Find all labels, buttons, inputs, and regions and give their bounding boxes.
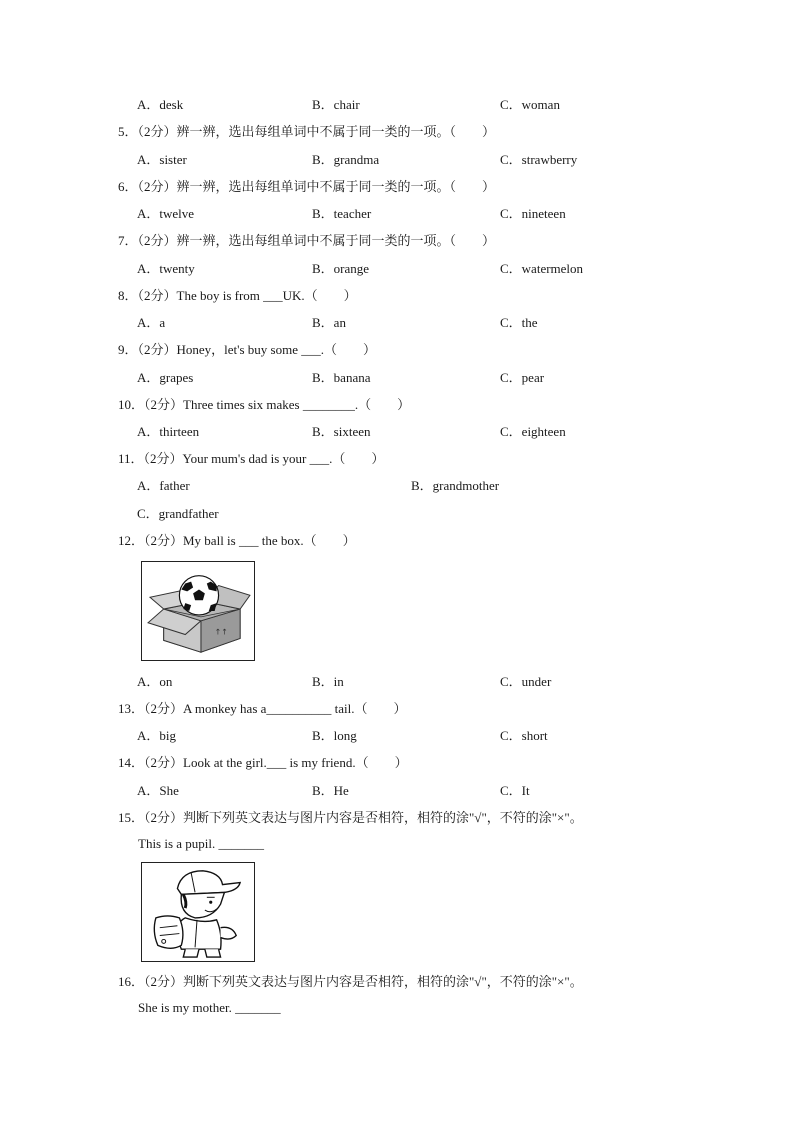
ball-in-box-drawing bbox=[142, 562, 254, 660]
q8-option-b[interactable]: B．an bbox=[312, 315, 346, 330]
q9-stem: 9．（2分）Honey，let's buy some ___.（ ） bbox=[118, 342, 376, 357]
pupil-drawing bbox=[142, 863, 254, 961]
q11-option-c[interactable]: C．grandfather bbox=[137, 506, 219, 521]
q8-option-a[interactable]: A．a bbox=[137, 315, 166, 330]
q11-stem: 11．（2分）Your mum's dad is your ___.（ ） bbox=[118, 451, 385, 466]
q13-stem: 13．（2分）A monkey has a__________ tail.（ ） bbox=[118, 701, 407, 716]
q9-option-c[interactable]: C．pear bbox=[500, 370, 545, 385]
q12-stem: 12．（2分）My ball is ___ the box.（ ） bbox=[118, 533, 356, 548]
q12-option-a[interactable]: A．on bbox=[137, 674, 173, 689]
q14-stem: 14．（2分）Look at the girl.___ is my friend.（ ） bbox=[118, 755, 408, 770]
pupil-image bbox=[141, 862, 255, 962]
q7-option-c[interactable]: C．watermelon bbox=[500, 261, 584, 276]
q13-option-a[interactable]: A．big bbox=[137, 728, 177, 743]
q8-option-c[interactable]: C．the bbox=[500, 315, 538, 330]
q7-option-b[interactable]: B．orange bbox=[312, 261, 370, 276]
q9-option-a[interactable]: A．grapes bbox=[137, 370, 194, 385]
q16-stem: 16．（2分）判断下列英文表达与图片内容是否相符，相符的涂"√"，不符的涂"×"。 bbox=[118, 974, 583, 989]
q10-stem: 10．（2分）Three times six makes ________.（ ） bbox=[118, 397, 411, 412]
q4-option-b[interactable]: B．chair bbox=[312, 97, 360, 112]
q11-option-b[interactable]: B．grandmother bbox=[411, 478, 500, 493]
q7-option-a[interactable]: A．twenty bbox=[137, 261, 195, 276]
q14-option-c[interactable]: C．It bbox=[500, 783, 530, 798]
q5-stem: 5．（2分）辨一辨，选出每组单词中不属于同一类的一项。（ ） bbox=[118, 124, 496, 139]
q12-option-c[interactable]: C．under bbox=[500, 674, 552, 689]
q16-sentence: She is my mother. _______ bbox=[138, 1000, 281, 1015]
q11-option-a[interactable]: A．father bbox=[137, 478, 190, 493]
q4-option-a[interactable]: A．desk bbox=[137, 97, 184, 112]
q10-option-c[interactable]: C．eighteen bbox=[500, 424, 566, 439]
q13-option-c[interactable]: C．short bbox=[500, 728, 548, 743]
svg-text:↑↑: ↑↑ bbox=[214, 627, 228, 637]
q6-option-a[interactable]: A．twelve bbox=[137, 206, 195, 221]
q5-option-c[interactable]: C．strawberry bbox=[500, 152, 578, 167]
q6-option-b[interactable]: B．teacher bbox=[312, 206, 372, 221]
q14-option-b[interactable]: B．He bbox=[312, 783, 349, 798]
q5-option-b[interactable]: B．grandma bbox=[312, 152, 380, 167]
q6-stem: 6．（2分）辨一辨，选出每组单词中不属于同一类的一项。（ ） bbox=[118, 179, 496, 194]
q12-option-b[interactable]: B．in bbox=[312, 674, 344, 689]
q10-option-a[interactable]: A．thirteen bbox=[137, 424, 200, 439]
q13-option-b[interactable]: B．long bbox=[312, 728, 357, 743]
q15-stem: 15．（2分）判断下列英文表达与图片内容是否相符，相符的涂"√"，不符的涂"×"。 bbox=[118, 810, 583, 825]
q7-stem: 7．（2分）辨一辨，选出每组单词中不属于同一类的一项。（ ） bbox=[118, 233, 496, 248]
q10-option-b[interactable]: B．sixteen bbox=[312, 424, 371, 439]
ball-in-box-image bbox=[141, 561, 255, 661]
q15-sentence: This is a pupil. _______ bbox=[138, 836, 265, 851]
q9-option-b[interactable]: B．banana bbox=[312, 370, 371, 385]
q6-option-c[interactable]: C．nineteen bbox=[500, 206, 566, 221]
q5-option-a[interactable]: A．sister bbox=[137, 152, 187, 167]
q4-option-c[interactable]: C．woman bbox=[500, 97, 560, 112]
q14-option-a[interactable]: A．She bbox=[137, 783, 179, 798]
q8-stem: 8．（2分）The boy is from ___UK.（ ） bbox=[118, 288, 357, 303]
